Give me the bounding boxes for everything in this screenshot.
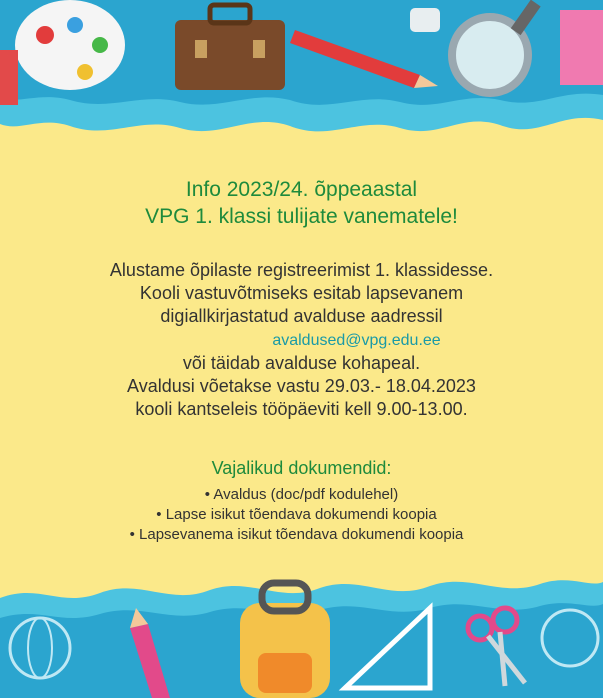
document-item-3: • Lapsevanema isikut tõendava dokumendi koopia — [129, 526, 464, 543]
email-link-row — [0, 328, 603, 352]
body-line-6: Avaldusi võetakse vastu 29.03.- 18.04.2023 — [127, 376, 476, 396]
document-item-2: • Lapse isikut tõendava dokumendi koopia — [156, 506, 437, 523]
top-decor — [0, 0, 603, 150]
bottom-decor — [0, 568, 603, 698]
body-line-3: digiallkirjastatud avalduse aadressil — [160, 306, 443, 326]
documents-heading: Vajalikud dokumendid: — [211, 458, 392, 478]
eraser-icon — [410, 8, 440, 32]
title-line-1: Info 2023/24. õppeaastal — [185, 178, 418, 201]
body-line-5: või täidab avalduse kohapeal. — [182, 353, 421, 373]
body-line-2: Kooli vastuvõtmiseks esitab lapsevanem — [139, 283, 464, 303]
title-line-2: VPG 1. klassi tulijate vanematele! — [145, 205, 458, 228]
body-line-1: Alustame õpilaste registreerimist 1. klassidesse. — [109, 260, 494, 280]
paint-palette-icon — [15, 0, 125, 90]
email-link[interactable]: avaldused@vpg.edu.ee — [272, 332, 441, 349]
body-line-7: kooli kantseleis tööpäeviti kell 9.00-13.00. — [135, 399, 468, 419]
document-item-1: • Avaldus (doc/pdf kodulehel) — [204, 486, 399, 503]
